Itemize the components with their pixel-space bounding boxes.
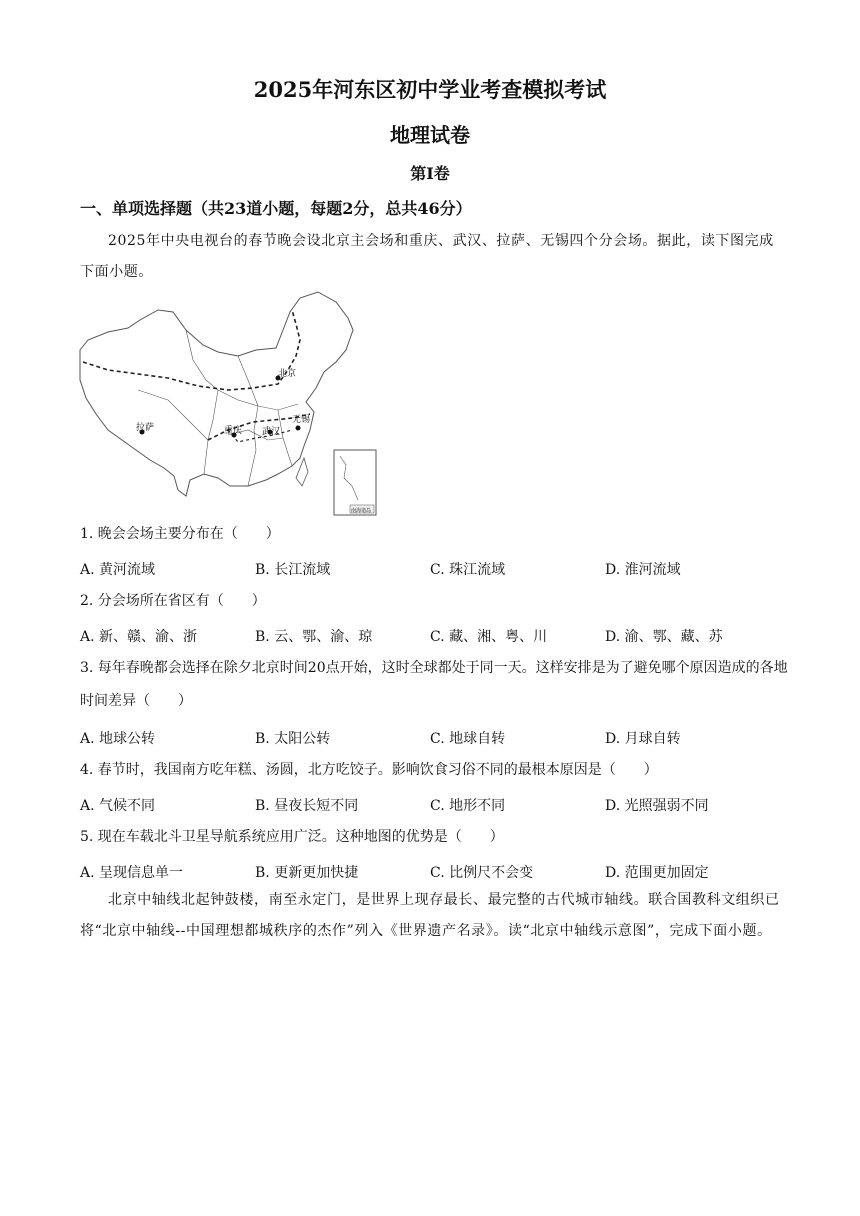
- q1-option-c[interactable]: C. 珠江流域: [430, 562, 506, 578]
- question-4: 4. 春节时，我国南方吃年糕、汤圆，北方吃饺子。影响饮食习俗不同的最根本原因是（ ）: [80, 762, 658, 778]
- china-outline: [80, 292, 353, 496]
- china-map-figure: [78, 290, 383, 520]
- q3-option-d[interactable]: D. 月球自转: [605, 731, 681, 747]
- q3-option-b[interactable]: B. 太阳公转: [255, 731, 331, 747]
- city-label-lhasa: 拉萨: [136, 423, 155, 433]
- q4-option-c[interactable]: C. 地形不同: [430, 798, 506, 814]
- question-2: 2. 分会场所在省区有（ ）: [80, 593, 266, 609]
- city-label-wuhan: 武汉: [262, 427, 281, 437]
- exam-title: 2025年河东区初中学业考查模拟考试: [253, 77, 607, 102]
- city-label-beijing: 北京: [278, 369, 297, 379]
- q3-option-c[interactable]: C. 地球自转: [430, 731, 506, 747]
- subject-title: 地理试卷: [390, 123, 470, 147]
- section-heading: 一、单项选择题（共23道小题，每题2分，总共46分）: [80, 199, 472, 218]
- question-1: 1. 晚会会场主要分布在（ ）: [80, 526, 280, 542]
- q5-option-b[interactable]: B. 更新更加快捷: [255, 865, 359, 881]
- axis-intro-paragraph: 北京中轴线北起钟鼓楼，南至永定门，是世界上现存最长、最完整的古代城市轴线。联合国教科文组织已将“北京中轴线--中国理想都城秩序的杰作”列入《世界遗产名录》。读“北京中轴线示意图”，完成下面小题。: [80, 892, 780, 939]
- q3-option-a[interactable]: A. 地球公转: [80, 731, 156, 747]
- q5-option-a[interactable]: A. 呈现信息单一: [80, 865, 184, 881]
- inset-label: 南海诸岛: [351, 508, 372, 514]
- q1-option-a[interactable]: A. 黄河流域: [80, 562, 156, 578]
- q2-option-b[interactable]: B. 云、鄂、渝、琼: [255, 629, 373, 645]
- q4-option-b[interactable]: B. 昼夜长短不同: [255, 798, 359, 814]
- q2-option-c[interactable]: C. 藏、湘、粤、川: [430, 629, 548, 645]
- q2-option-a[interactable]: A. 新、赣、渝、浙: [80, 629, 198, 645]
- q1-option-d[interactable]: D. 淮河流域: [605, 562, 681, 578]
- city-label-chongqing: 重庆: [224, 426, 243, 436]
- q5-option-d[interactable]: D. 范围更加固定: [605, 865, 709, 881]
- q5-option-c[interactable]: C. 比例尺不会变: [430, 865, 534, 881]
- question-5: 5. 现在车载北斗卫星导航系统应用广泛。这种地图的优势是（ ）: [80, 829, 504, 845]
- city-label-wuxi: 无锡: [292, 415, 311, 425]
- question-3: 3. 每年春晚都会选择在除夕北京时间20点开始，这时全球都处于同一天。这样安排是为了避免哪个原因造成的各地时间差异（ ）: [80, 660, 788, 709]
- q1-option-b[interactable]: B. 长江流域: [255, 562, 331, 578]
- q4-option-a[interactable]: A. 气候不同: [80, 798, 156, 814]
- q2-option-d[interactable]: D. 渝、鄂、藏、苏: [605, 629, 723, 645]
- volume-title: 第Ⅰ卷: [410, 164, 450, 183]
- intro-paragraph: 2025年中央电视台的春节晚会设北京主会场和重庆、武汉、拉萨、无锡四个分会场。据此，读下图完成下面小题。: [80, 233, 774, 280]
- q4-option-d[interactable]: D. 光照强弱不同: [605, 798, 709, 814]
